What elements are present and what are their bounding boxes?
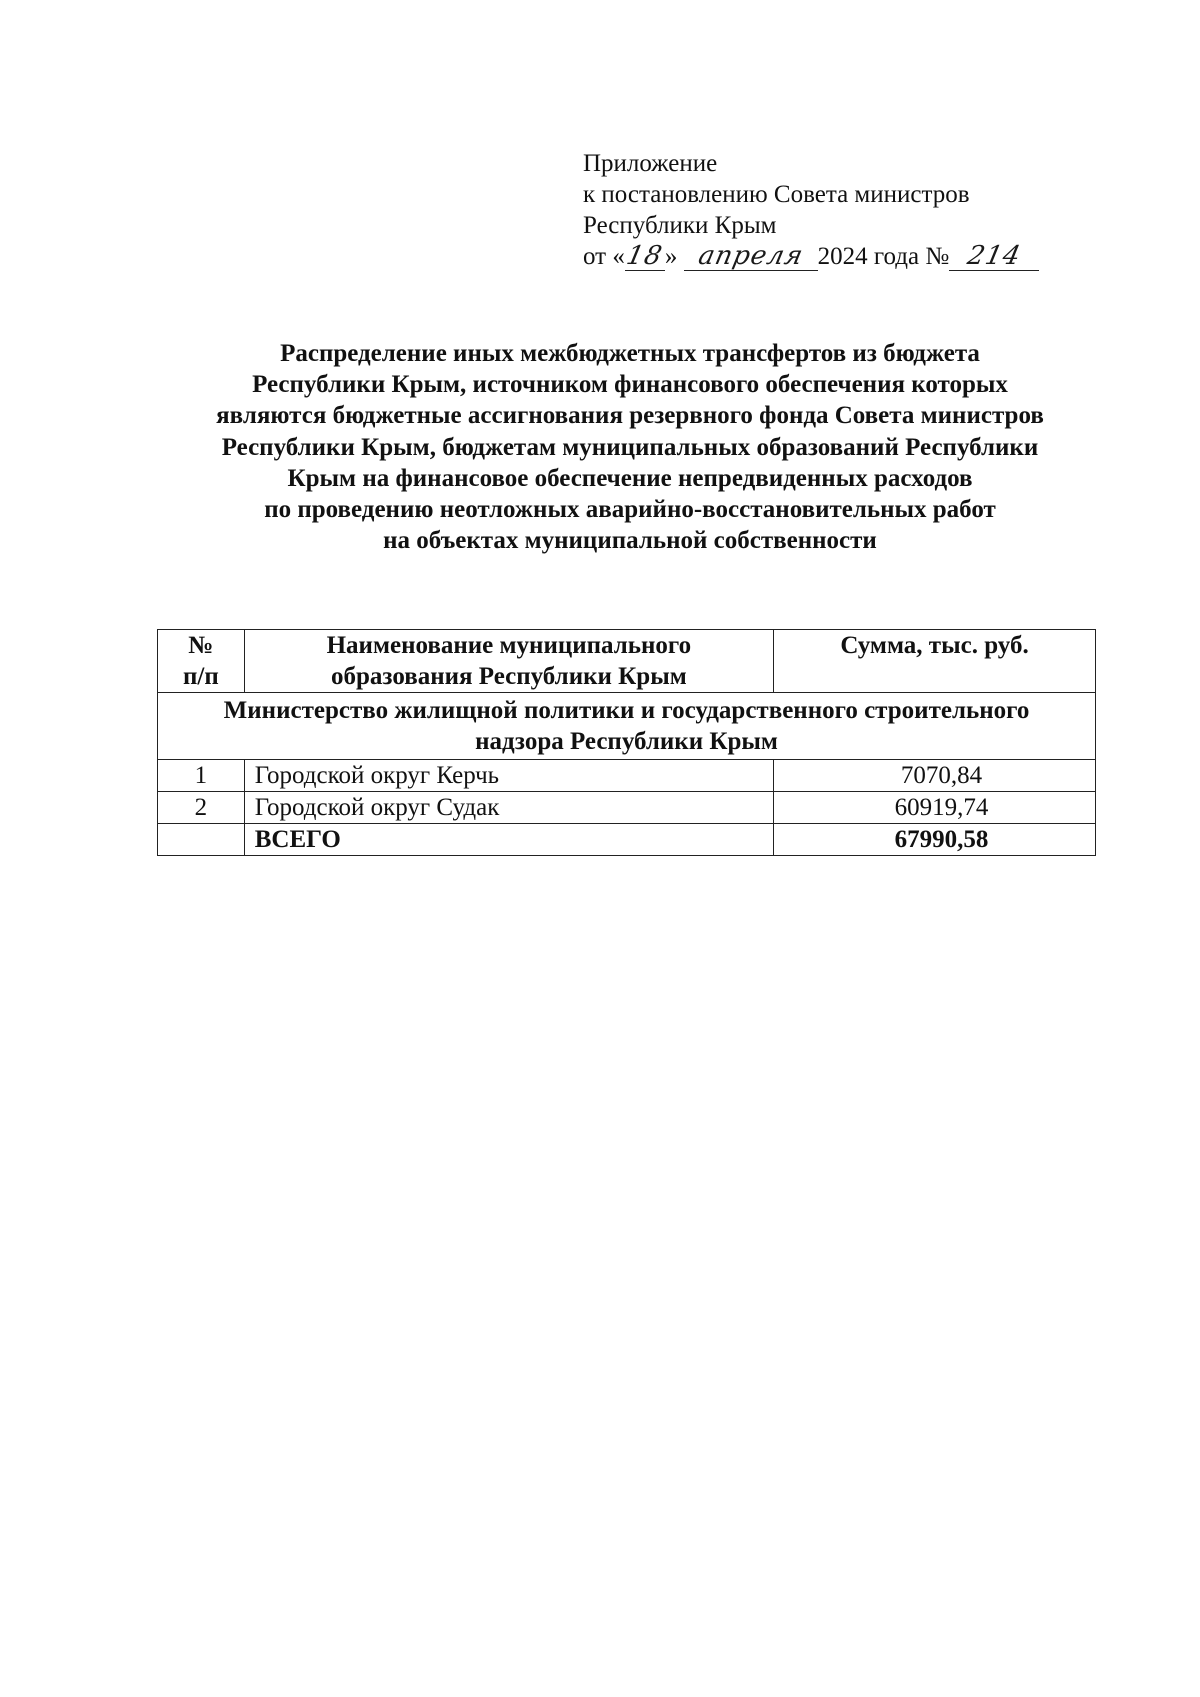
section-line2: надзора Республики Крым [475,728,778,755]
annex-title: Приложение [583,150,718,177]
header-num [158,630,245,693]
annex-ref-line: к постановлению Совета министров [583,181,970,208]
date-year: 2024 года № [817,243,950,270]
distribution-table [157,629,1096,856]
title-line: Распределение иных межбюджетных трансфертов из бюджета [280,340,980,367]
month-field [684,241,818,271]
row-num: 1 [158,760,245,792]
section-row [158,693,1096,760]
title-line: Республики Крым, источником финансового обеспечения которых [252,371,1008,399]
table-row [158,760,1096,792]
header-name-line1: Наименование муниципального [326,632,692,659]
total-sum: 67990,58 [774,824,1096,856]
row-name: Городской округ Керчь [244,760,773,792]
number-field [949,241,1039,271]
section-cell [158,693,1096,760]
row-sum: 60919,74 [774,792,1096,824]
row-name: Городской округ Судак [244,792,773,824]
annex-date-line [583,241,1039,272]
title-line: Республики Крым, бюджетам муниципальных образований Республики [221,433,1039,461]
title-line: Крым на финансовое обеспечение непредвиденных расходов [287,464,973,492]
total-num [158,824,245,856]
title-line: на объектах муниципальной собственности [383,527,877,555]
handwritten-day: 18 [624,241,666,271]
header-num-line1: № [188,632,214,659]
row-num: 2 [158,792,245,824]
total-row [158,824,1096,856]
title-line: по проведению неотложных аварийно-восстановительных работ [264,496,996,524]
header-name-line2: образования Республики Крым [331,663,687,690]
title-line: являются бюджетные ассигнования резервного фонда Совета министров [216,402,1044,430]
annex-republic-line: Республики Крым [583,212,777,239]
date-prefix: от « [583,243,625,270]
document-title [130,338,1130,556]
section-line1: Министерство жилищной политики и государственного строительного [223,697,1030,724]
total-label: ВСЕГО [244,824,773,856]
table-header-row [158,630,1096,693]
table-row [158,792,1096,824]
day-field [624,241,666,271]
header-num-line2: п/п [182,663,219,690]
annex-block [583,148,1039,272]
date-mid: » [664,243,678,270]
row-sum: 7070,84 [774,760,1096,792]
header-sum: Сумма, тыс. руб. [774,630,1096,693]
handwritten-number: 214 [964,241,1024,271]
header-name [244,630,773,693]
handwritten-month: апреля [695,241,806,271]
